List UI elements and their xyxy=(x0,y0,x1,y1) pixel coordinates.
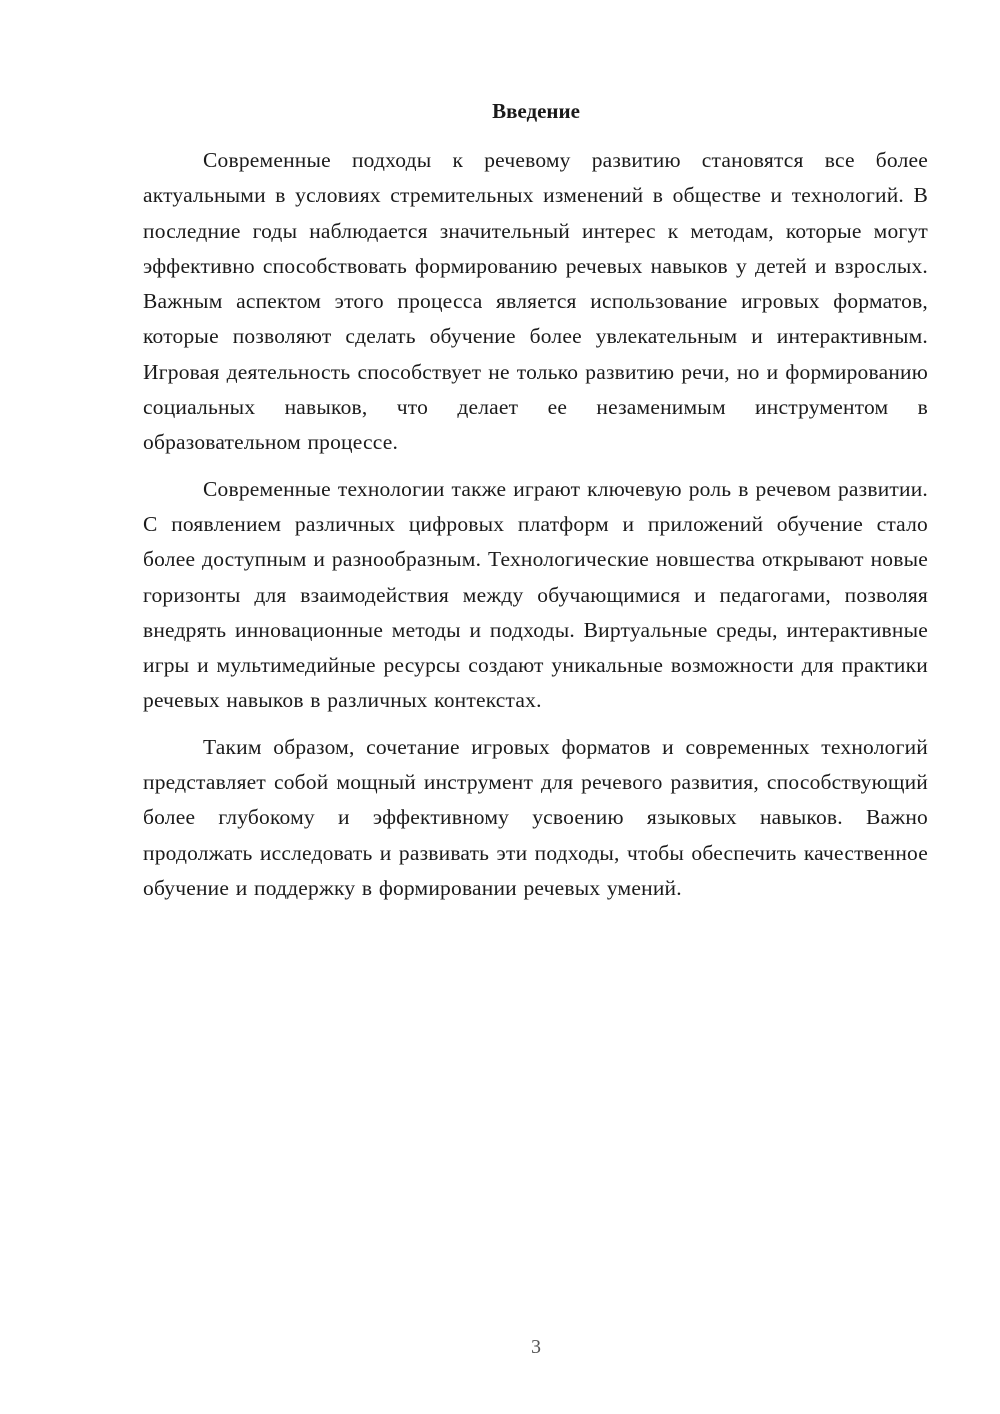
paragraph: Таким образом, сочетание игровых форматов и современных технологий представляет собой мощный инструмент для речевого развития, способствующий более глубокому и эффективному усвоению языковых навыков. Важно продолжать исследовать и развивать эти подходы, чтобы обеспечить качественное обучение и поддержку в формировании речевых умений. xyxy=(143,734,928,900)
page-number: 3 xyxy=(531,1336,541,1358)
body-text xyxy=(143,143,928,906)
section-title: Введение xyxy=(492,99,580,123)
paragraph: Современные подходы к речевому развитию становятся все более актуальными в условиях стремительных изменений в обществе и технологий. В последние годы наблюдается значительный интерес к методам, которые могут эффективно способствовать формированию речевых навыков у детей и взрослых. Важным аспектом этого процесса является использование игровых форматов, которые позволяют сделать обучение более увлекательным и интерактивным. Игровая деятельность способствует не только развитию речи, но и формированию социальных навыков, что делает ее незаменимым инструментом в образовательном процессе. xyxy=(143,148,928,455)
paragraph: Современные технологии также играют ключевую роль в речевом развитии. С появлением различных цифровых платформ и приложений обучение стало более доступным и разнообразным. Технологические новшества открывают новые горизонты для взаимодействия между обучающимися и педагогами, позволяя внедрять инновационные методы и подходы. Виртуальные среды, интерактивные игры и мультимедийные ресурсы создают уникальные возможности для практики речевых навыков в различных контекстах. xyxy=(143,476,928,713)
